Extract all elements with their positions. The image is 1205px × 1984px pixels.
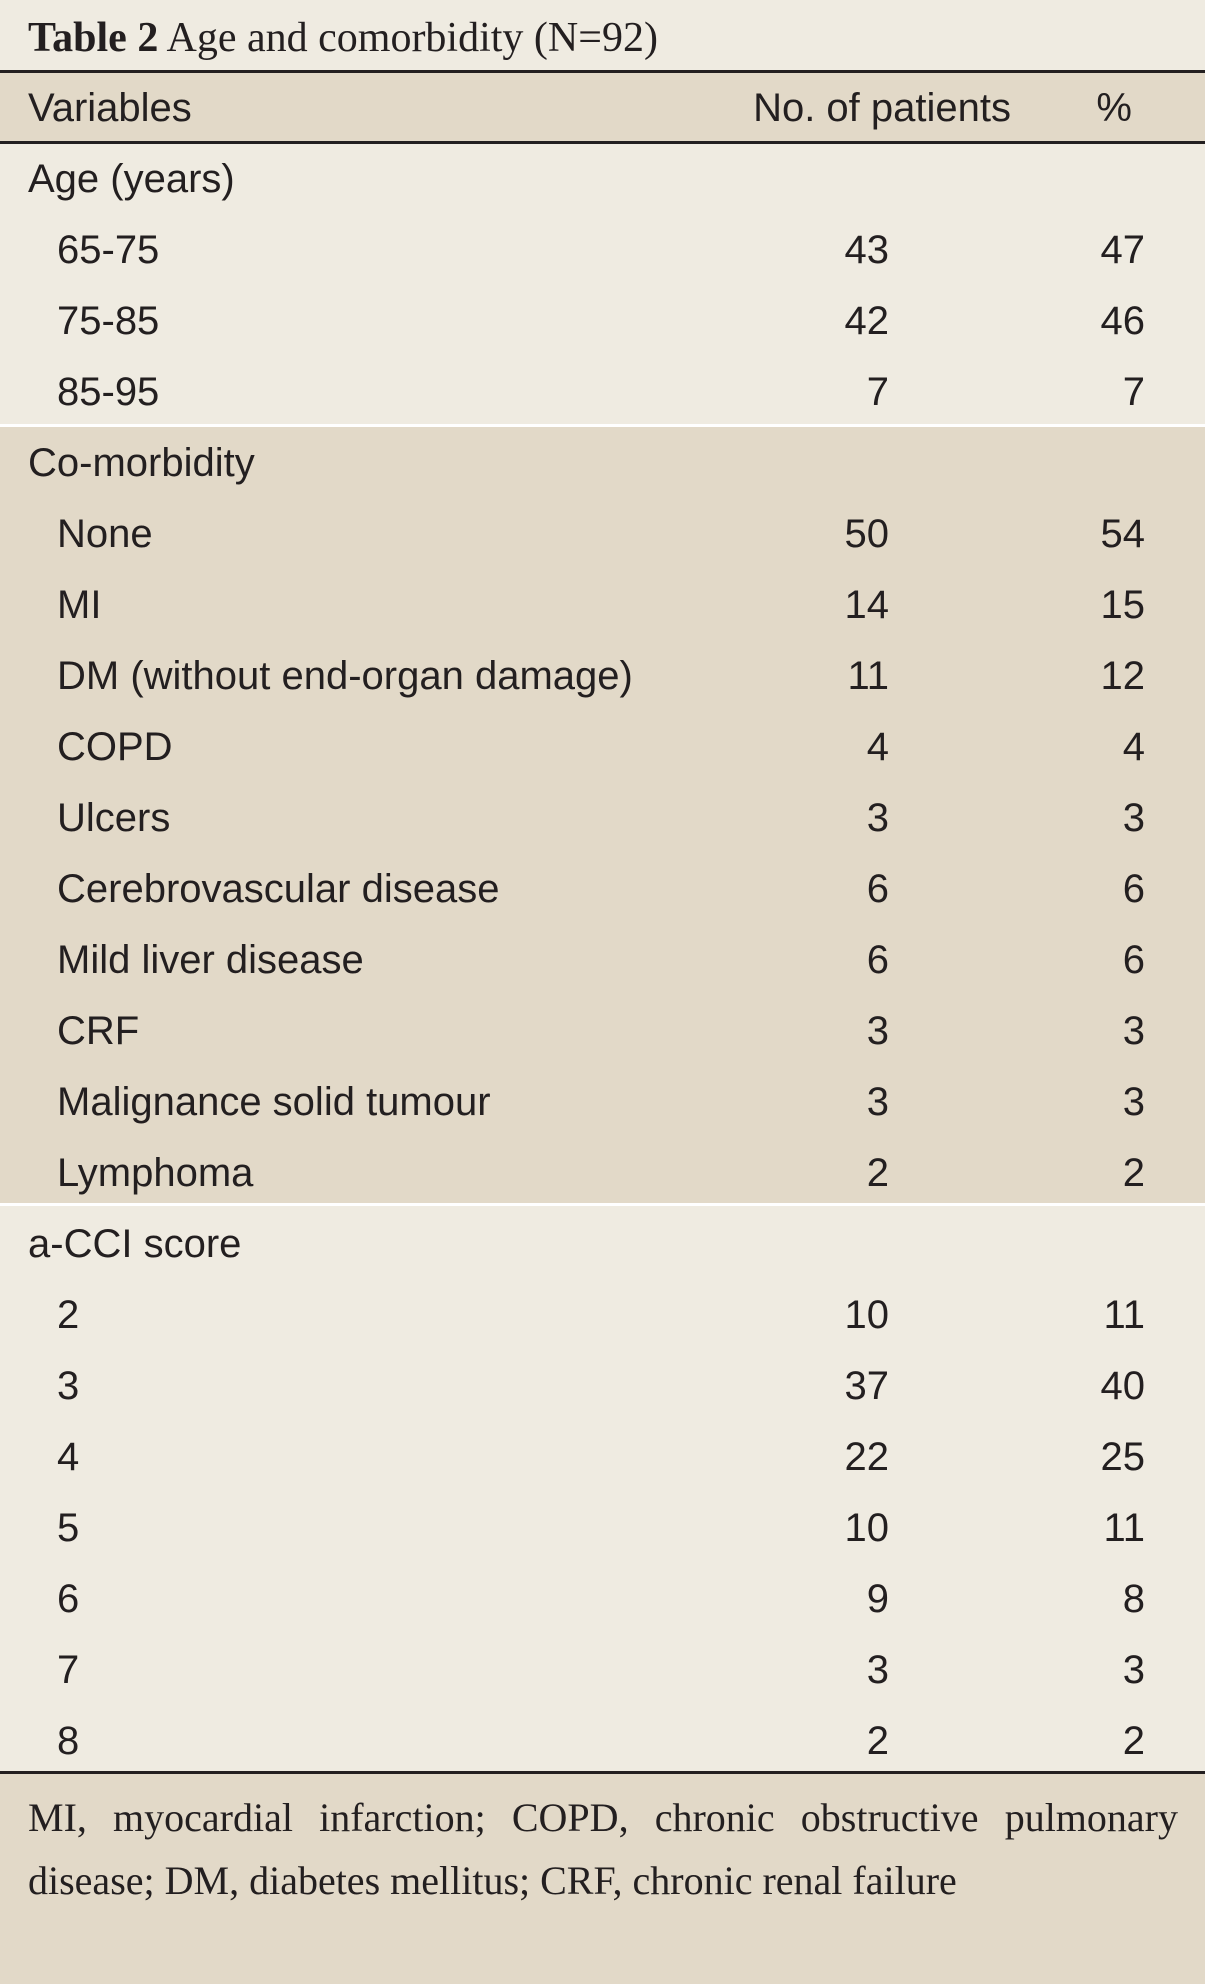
table-row — [0, 1706, 1205, 1777]
row-patients: 6 — [866, 867, 889, 911]
header-percent: % — [1096, 86, 1132, 130]
row-patients: 7 — [866, 370, 889, 414]
row-label: Cerebrovascular disease — [57, 867, 500, 911]
section-heading-label: Age (years) — [28, 157, 235, 201]
row-percent: 15 — [1100, 583, 1145, 627]
section-heading-label: a-CCI score — [28, 1222, 242, 1266]
table-row — [0, 925, 1205, 996]
row-label: 3 — [57, 1364, 80, 1408]
row-percent: 11 — [1103, 1506, 1145, 1550]
row-percent: 2 — [1122, 1151, 1145, 1195]
table-row — [0, 215, 1205, 286]
footnote-box — [0, 1774, 1205, 1984]
table-row — [0, 499, 1205, 570]
table-row — [0, 570, 1205, 641]
row-label: 65-75 — [57, 228, 160, 272]
row-percent: 8 — [1122, 1577, 1145, 1621]
footnote-text: MI, myocardial infarction; COPD, chronic obstructive pulmonary disease; DM, diabetes mellitus; CRF, chronic renal failure — [28, 1795, 1178, 1903]
table-row — [0, 1635, 1205, 1706]
table-row — [0, 1351, 1205, 1422]
row-percent: 40 — [1100, 1364, 1145, 1408]
row-patients: 43 — [844, 228, 889, 272]
row-patients: 37 — [844, 1364, 889, 1408]
row-patients: 3 — [866, 1080, 889, 1124]
row-label: 75-85 — [57, 299, 160, 343]
row-patients: 42 — [844, 299, 889, 343]
row-label: 85-95 — [57, 370, 160, 414]
row-label: 6 — [57, 1577, 80, 1621]
row-percent: 4 — [1122, 725, 1145, 769]
header-patients: No. of patients — [753, 86, 1011, 130]
table-row — [0, 783, 1205, 854]
table-title-label: Table 2 — [28, 15, 159, 61]
table-row — [0, 854, 1205, 925]
row-percent: 6 — [1122, 867, 1145, 911]
table-row — [0, 357, 1205, 428]
row-patients: 2 — [866, 1151, 889, 1195]
row-percent: 7 — [1122, 370, 1145, 414]
section-heading-label: Co-morbidity — [28, 441, 255, 485]
table-row — [0, 641, 1205, 712]
row-patients: 2 — [866, 1719, 889, 1763]
row-patients: 11 — [847, 654, 889, 698]
row-label: CRF — [57, 1009, 140, 1053]
section-heading — [0, 428, 1205, 499]
row-label: DM (without end-organ damage) — [57, 654, 633, 698]
row-percent: 54 — [1100, 512, 1145, 556]
row-label: COPD — [57, 725, 173, 769]
row-label: MI — [57, 583, 102, 627]
row-label: 8 — [57, 1719, 80, 1763]
row-percent: 2 — [1122, 1719, 1145, 1763]
row-patients: 14 — [844, 583, 889, 627]
row-label: Lymphoma — [57, 1151, 254, 1195]
row-percent: 6 — [1122, 938, 1145, 982]
row-label: 2 — [57, 1293, 80, 1337]
row-label: None — [57, 512, 153, 556]
row-label: 5 — [57, 1506, 80, 1550]
row-percent: 3 — [1122, 1009, 1145, 1053]
row-label: Mild liver disease — [57, 938, 364, 982]
row-percent: 47 — [1100, 228, 1145, 272]
row-patients: 10 — [844, 1506, 889, 1550]
row-patients: 3 — [866, 796, 889, 840]
row-percent: 3 — [1122, 796, 1145, 840]
table-row — [0, 996, 1205, 1067]
table-row — [0, 1422, 1205, 1493]
section-heading — [0, 144, 1205, 215]
row-percent: 46 — [1100, 299, 1145, 343]
row-percent: 11 — [1103, 1293, 1145, 1337]
row-patients: 3 — [866, 1648, 889, 1692]
row-patients: 9 — [866, 1577, 889, 1621]
table-row — [0, 1280, 1205, 1351]
row-patients: 10 — [844, 1293, 889, 1337]
row-label: Ulcers — [57, 796, 171, 840]
header-variables: Variables — [28, 86, 192, 130]
row-label: 7 — [57, 1648, 80, 1692]
row-percent: 12 — [1100, 654, 1145, 698]
row-patients: 50 — [844, 512, 889, 556]
table-row — [0, 1493, 1205, 1564]
table-title-text: Age and comorbidity (N=92) — [166, 15, 658, 61]
row-patients: 4 — [866, 725, 889, 769]
row-patients: 6 — [866, 938, 889, 982]
row-percent: 3 — [1122, 1648, 1145, 1692]
table-row — [0, 1564, 1205, 1635]
table-row — [0, 1138, 1205, 1209]
row-label: Malignance solid tumour — [57, 1080, 491, 1124]
row-percent: 25 — [1100, 1435, 1145, 1479]
section-heading — [0, 1209, 1205, 1280]
table-row — [0, 286, 1205, 357]
table-title — [28, 10, 658, 66]
row-label: 4 — [57, 1435, 80, 1479]
table-row — [0, 1067, 1205, 1138]
table-row — [0, 712, 1205, 783]
row-percent: 3 — [1122, 1080, 1145, 1124]
row-patients: 3 — [866, 1009, 889, 1053]
row-patients: 22 — [844, 1435, 889, 1479]
